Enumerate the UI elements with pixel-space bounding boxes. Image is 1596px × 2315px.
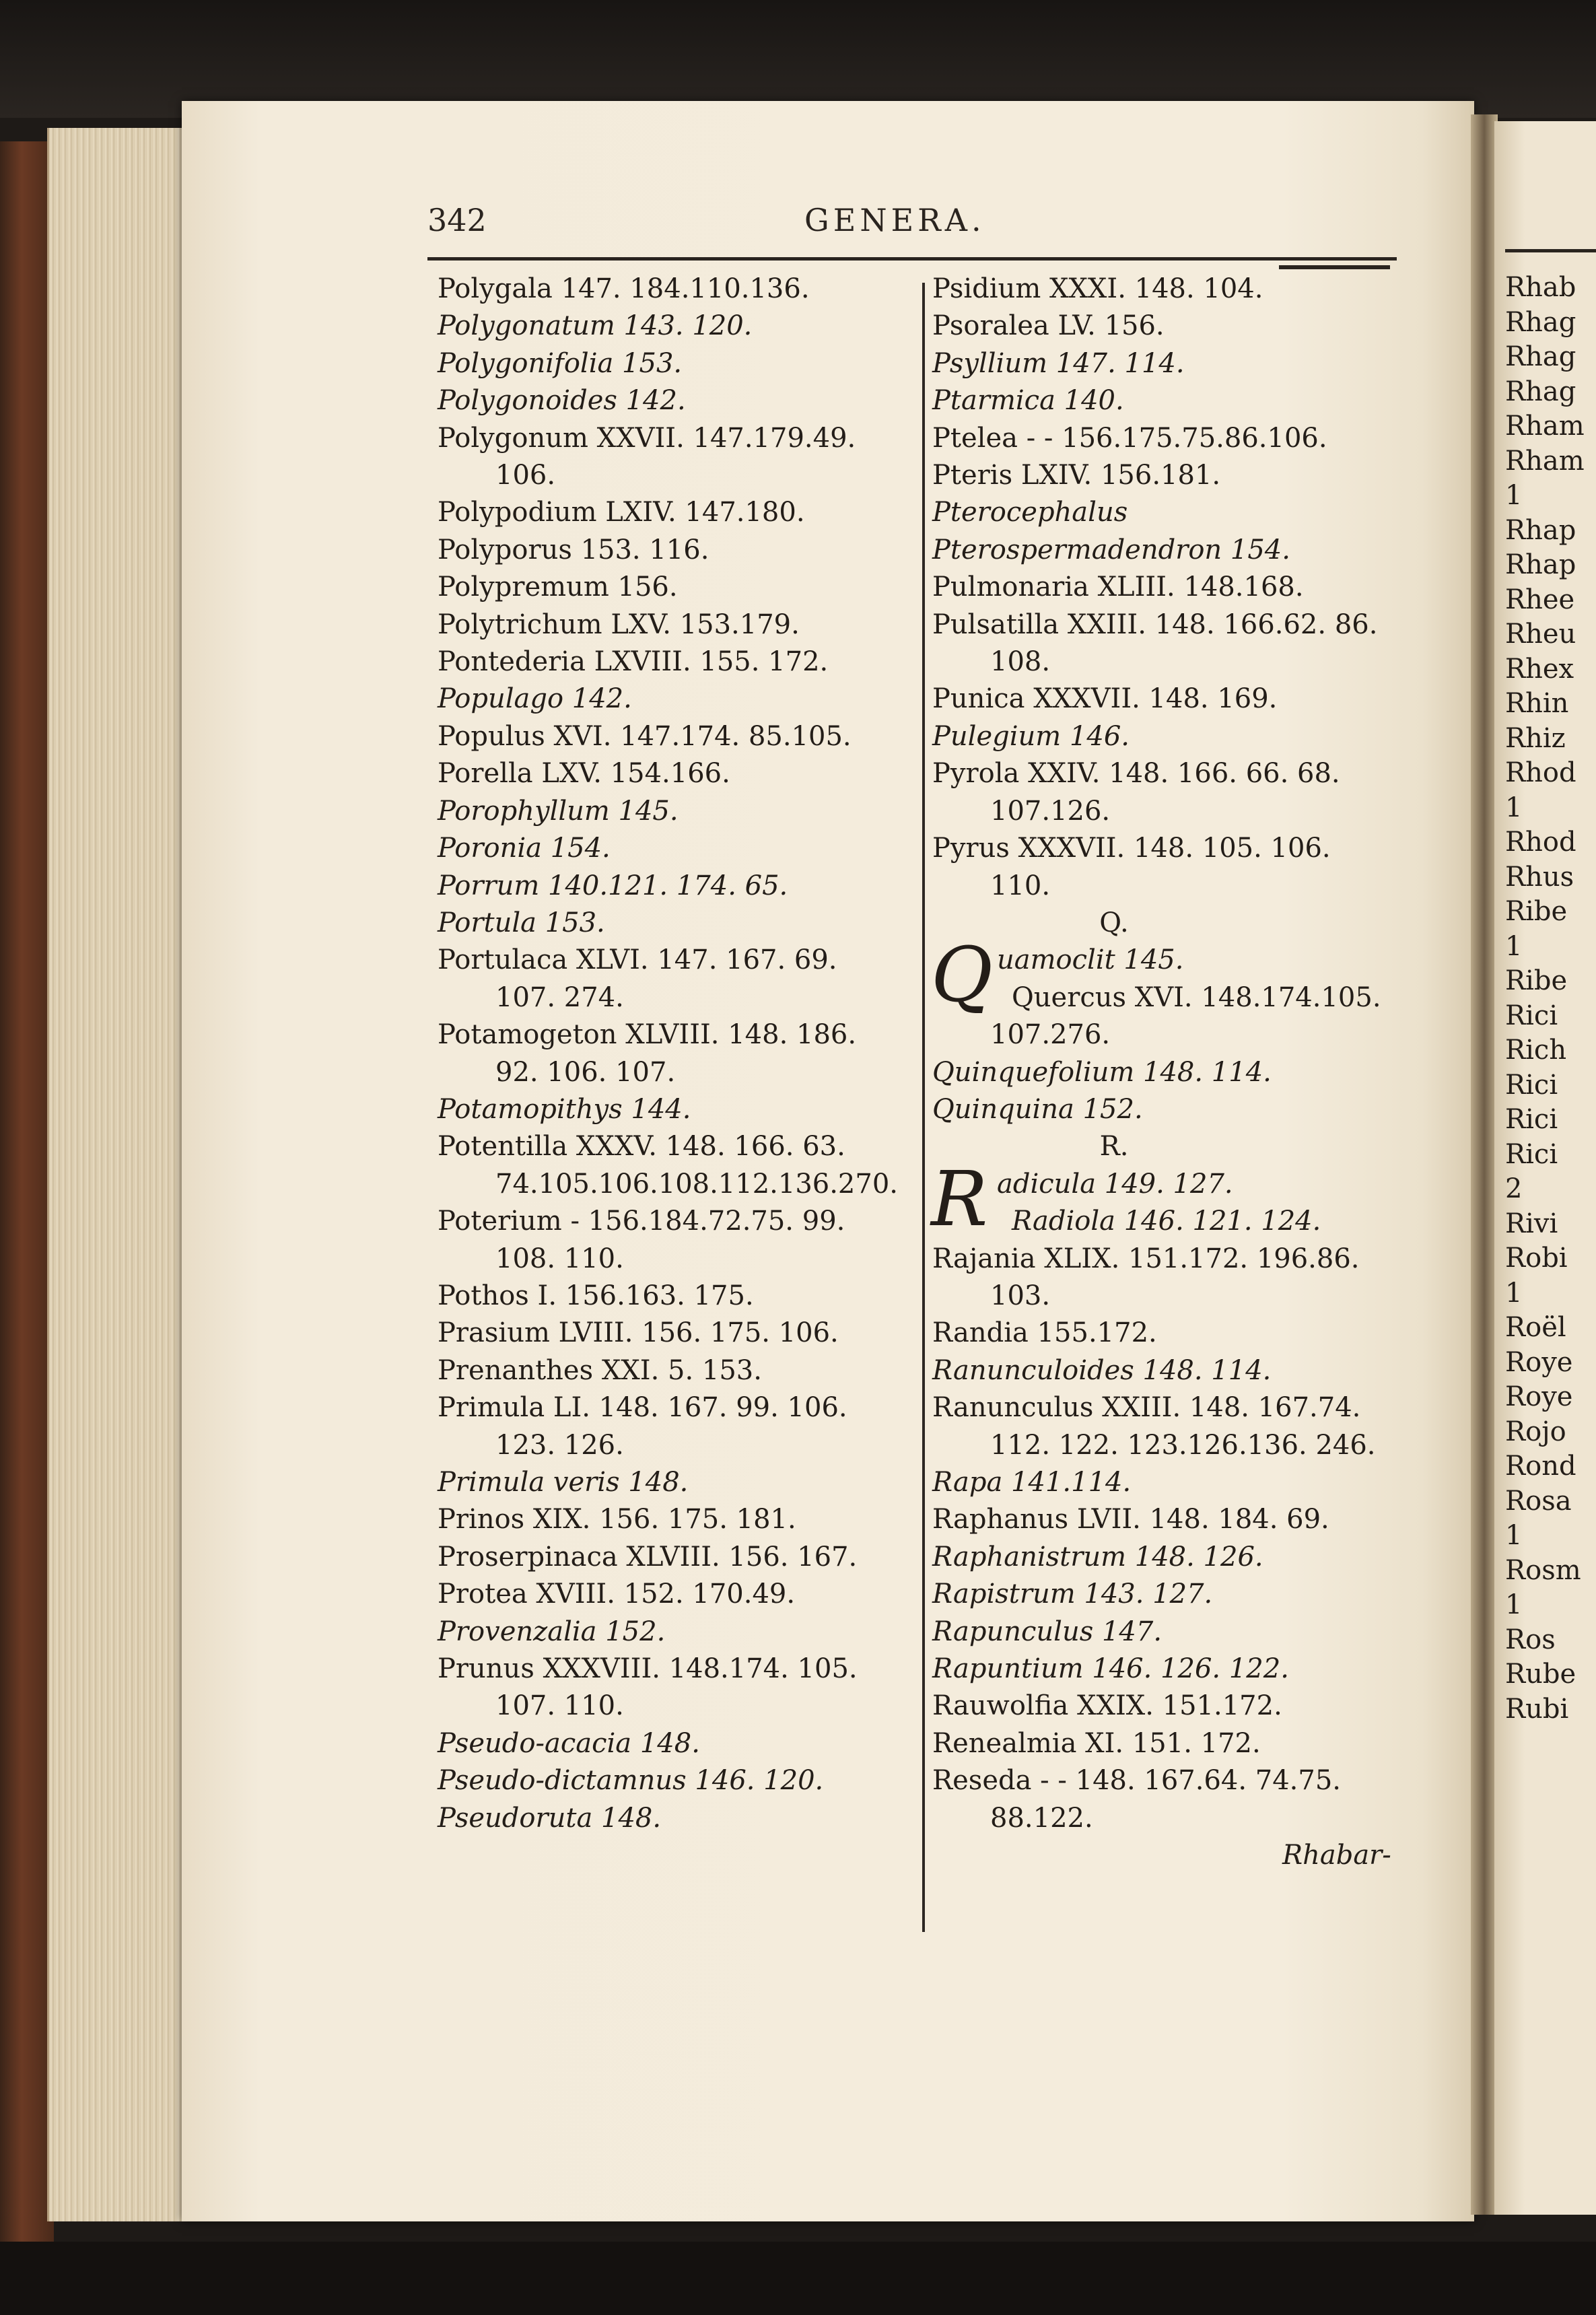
- index-entry: Renealmia XI. 151. 172.: [932, 1727, 1261, 1759]
- index-entry-continuation: 108. 110.: [495, 1243, 624, 1274]
- index-entry-continuation: 110.: [990, 870, 1051, 901]
- index-entry: Prinos XIX. 156. 175. 181.: [438, 1504, 796, 1535]
- catchword: Rhabar-: [1282, 1840, 1391, 1871]
- header-rule-accent: [1279, 265, 1390, 269]
- index-entry-continuation: 74.105.106.108.112.136.270.: [495, 1168, 898, 1200]
- facing-page-fragment: Robi: [1505, 1243, 1568, 1274]
- index-entry-continuation: 107.126.: [990, 795, 1111, 827]
- index-entry: adicula 149. 127.: [997, 1168, 1233, 1200]
- index-entry: Pseudo-acacia 148.: [438, 1727, 700, 1759]
- page-block-edges: [47, 128, 194, 2221]
- facing-page-fragment: Rhin: [1505, 688, 1569, 719]
- index-entry: Pteris LXIV. 156.181.: [932, 460, 1221, 491]
- index-entry: Rapa 141.114.: [932, 1467, 1132, 1498]
- index-entry: Pseudoruta 148.: [438, 1802, 662, 1834]
- index-entry: Rapistrum 143. 127.: [932, 1579, 1213, 1610]
- q-dropcap-block: [931, 932, 1430, 1128]
- index-entry: Pyrola XXIV. 148. 166. 66. 68.: [932, 758, 1340, 790]
- index-entry: Ptarmica 140.: [932, 385, 1124, 417]
- index-entry: Rauwolfia XXIX. 151.172.: [932, 1690, 1282, 1722]
- index-entry: Pterospermadendron 154.: [932, 534, 1290, 565]
- index-entry: Polygala 147. 184.110.136.: [438, 273, 810, 304]
- index-entry: Quinquefolium 148. 114.: [932, 1056, 1272, 1088]
- page-number: 342: [427, 202, 487, 238]
- index-entry-continuation: 106.: [495, 460, 556, 491]
- index-entry-continuation: 92. 106. 107.: [495, 1056, 676, 1088]
- facing-page-fragment: 1: [1505, 930, 1523, 962]
- index-entry: Porrum 140.121. 174. 65.: [438, 870, 788, 901]
- index-entry: Prenanthes XXI. 5. 153.: [438, 1354, 762, 1386]
- index-entry: Quercus XVI. 148.174.105.: [1012, 981, 1381, 1013]
- facing-page-fragment: Rhiz: [1505, 722, 1566, 754]
- index-entry: Reseda - - 148. 167.64. 74.75.: [932, 1765, 1342, 1797]
- section-heading-q: Q.: [1099, 907, 1129, 938]
- index-entry: Polygonoides 142.: [438, 385, 686, 417]
- index-entry: Polygonum XXVII. 147.179.49.: [438, 422, 856, 454]
- facing-page-fragment: Rhag: [1505, 306, 1576, 338]
- facing-page-fragment: Rhag: [1505, 341, 1576, 372]
- index-entry: Pyrus XXXVII. 148. 105. 106.: [932, 833, 1331, 864]
- index-entry: Primula veris 148.: [438, 1467, 689, 1498]
- index-entry: Potamopithys 144.: [438, 1093, 691, 1125]
- index-entry: Rajania XLIX. 151.172. 196.86.: [932, 1243, 1360, 1274]
- index-entry-continuation: 103.: [990, 1280, 1051, 1311]
- dropcap-q: Q: [931, 932, 993, 1020]
- index-entry-continuation: 108.: [990, 646, 1051, 678]
- facing-page-fragment: Rhex: [1505, 653, 1574, 685]
- index-entry-continuation: 112. 122. 123.126.136. 246.: [990, 1429, 1376, 1461]
- facing-page-fragment: 1: [1505, 792, 1523, 823]
- facing-page-fragment: 1: [1505, 480, 1523, 511]
- index-entry: Potentilla XXXV. 148. 166. 63.: [438, 1131, 845, 1163]
- running-head: GENERA.: [804, 202, 985, 238]
- index-entry: Provenzalia 152.: [438, 1616, 666, 1647]
- facing-page-fragment: Rhee: [1505, 584, 1575, 615]
- index-entry: Portulaca XLVI. 147. 167. 69.: [438, 944, 837, 976]
- index-entry: uamoclit 145.: [997, 944, 1184, 976]
- facing-page-fragment: Rosa: [1505, 1485, 1572, 1517]
- header-rule: [427, 257, 1397, 261]
- photo-backdrop-top: [0, 0, 1596, 118]
- facing-page-fragment: Rhap: [1505, 549, 1576, 580]
- r-entries: [931, 1155, 1430, 1837]
- index-entry-continuation: 88.122.: [990, 1802, 1093, 1834]
- index-entry: Potamogeton XLVIII. 148. 186.: [438, 1019, 857, 1051]
- index-entry: Pulegium 146.: [932, 720, 1130, 752]
- facing-page-fragment: Rhod: [1505, 827, 1576, 858]
- index-entry: Poronia 154.: [438, 833, 611, 864]
- facing-page-fragments: [1505, 271, 1585, 1727]
- facing-page-rule: [1505, 249, 1596, 252]
- index-entry: Pulmonaria XLIII. 148.168.: [932, 572, 1304, 603]
- facing-page-fragment: Roye: [1505, 1346, 1573, 1378]
- index-entry: Poterium - 156.184.72.75. 99.: [438, 1206, 845, 1237]
- index-entry-continuation: 107. 274.: [495, 981, 624, 1013]
- facing-page-fragment: Rich: [1505, 1035, 1567, 1066]
- facing-page-fragment: Ros: [1505, 1624, 1556, 1655]
- index-entry: Pseudo-dictamnus 146. 120.: [438, 1765, 824, 1797]
- index-entry: Rapunculus 147.: [932, 1616, 1163, 1647]
- index-entry: Polyporus 153. 116.: [438, 534, 709, 565]
- index-entry: Quinquina 152.: [932, 1093, 1143, 1125]
- index-entry: Polypremum 156.: [438, 572, 678, 603]
- index-entry: Polygonifolia 153.: [438, 347, 683, 379]
- facing-page-fragment: Roël: [1505, 1312, 1566, 1343]
- facing-page-fragment: Rici: [1505, 1000, 1558, 1031]
- facing-page-fragment: Ribe: [1505, 965, 1568, 996]
- index-entry: Ranunculus XXIII. 148. 167.74.: [932, 1392, 1361, 1424]
- index-entry: Radiola 146. 121. 124.: [1012, 1206, 1321, 1237]
- index-entry: Raphanistrum 148. 126.: [932, 1541, 1263, 1573]
- facing-page-fragment: 1: [1505, 1277, 1523, 1309]
- facing-page-fragment: Rond: [1505, 1451, 1576, 1482]
- dropcap-r: R: [931, 1155, 988, 1243]
- facing-page-fragment: Rham: [1505, 411, 1585, 442]
- index-entry: Randia 155.172.: [932, 1317, 1157, 1349]
- index-entry: Prasium LVIII. 156. 175. 106.: [438, 1317, 839, 1349]
- right-column: [932, 271, 1430, 1874]
- index-entry-continuation: 107.276.: [990, 1019, 1111, 1051]
- index-entry: Pothos I. 156.163. 175.: [438, 1280, 754, 1311]
- left-column: [438, 271, 909, 1837]
- index-entry: Pontederia LXVIII. 155. 172.: [438, 646, 829, 678]
- r-dropcap-block: [931, 1155, 1430, 1837]
- index-entry: Populus XVI. 147.174. 85.105.: [438, 720, 852, 752]
- facing-page-fragment: Rosm: [1505, 1554, 1581, 1586]
- facing-page-fragment: 1: [1505, 1589, 1523, 1620]
- facing-page-fragment: Rici: [1505, 1138, 1558, 1170]
- index-entry: Psoralea LV. 156.: [932, 310, 1165, 342]
- q-entries: [931, 932, 1430, 1128]
- index-entry: Ranunculoides 148. 114.: [932, 1354, 1272, 1386]
- index-entry: Polypodium LXIV. 147.180.: [438, 497, 805, 528]
- facing-page-fragment: Rhap: [1505, 514, 1576, 546]
- facing-page-fragment: Rham: [1505, 445, 1585, 477]
- facing-page-fragment: Rube: [1505, 1659, 1576, 1690]
- index-entry-continuation: 123. 126.: [495, 1429, 624, 1461]
- index-entry: Protea XVIII. 152. 170.49.: [438, 1579, 796, 1610]
- facing-page-fragment: Rheu: [1505, 619, 1576, 650]
- index-entry: Porophyllum 145.: [438, 795, 679, 827]
- index-entry: Psyllium 147. 114.: [932, 347, 1185, 379]
- section-heading-r: R.: [1099, 1131, 1129, 1163]
- index-entry: Rapuntium 146. 126. 122.: [932, 1653, 1289, 1685]
- facing-page-fragment: Rici: [1505, 1069, 1558, 1101]
- facing-page-fragment: Rubi: [1505, 1693, 1569, 1725]
- index-entry: Populago 142.: [438, 683, 632, 715]
- index-entry: Ptelea - - 156.175.75.86.106.: [932, 422, 1327, 454]
- facing-page-fragment: Rhus: [1505, 861, 1574, 893]
- p-entries: [932, 271, 1430, 905]
- book-cover-edge: [0, 141, 54, 2242]
- photo-backdrop-bottom: [0, 2242, 1596, 2315]
- index-entry: Punica XXXVII. 148. 169.: [932, 683, 1278, 715]
- index-entry-continuation: 107. 110.: [495, 1690, 624, 1722]
- facing-page-fragment: Ribe: [1505, 896, 1568, 927]
- facing-page-fragment: Rojo: [1505, 1416, 1566, 1447]
- facing-page-fragment: Rivi: [1505, 1208, 1558, 1239]
- index-entry: Proserpinaca XLVIII. 156. 167.: [438, 1541, 858, 1573]
- facing-page-fragment: 2: [1505, 1173, 1523, 1204]
- index-entry: Raphanus LVII. 148. 184. 69.: [932, 1504, 1329, 1535]
- index-entry: Prunus XXXVIII. 148.174. 105.: [438, 1653, 858, 1685]
- index-entry: Primula LI. 148. 167. 99. 106.: [438, 1392, 847, 1424]
- facing-page-fragment: Roye: [1505, 1381, 1573, 1412]
- facing-page-fragment: 1: [1505, 1520, 1523, 1551]
- column-divider: [922, 283, 925, 1932]
- facing-page-fragment: Rhod: [1505, 757, 1576, 788]
- book-gutter: [1471, 114, 1498, 2215]
- index-entry: Polytrichum LXV. 153.179.: [438, 609, 800, 640]
- index-entry: Porella LXV. 154.166.: [438, 758, 730, 790]
- index-entry: Pterocephalus: [932, 497, 1128, 528]
- index-entry: Polygonatum 143. 120.: [438, 310, 753, 342]
- facing-page-fragment: Rhag: [1505, 376, 1576, 407]
- index-entry: Portula 153.: [438, 907, 605, 938]
- index-entry: Pulsatilla XXIII. 148. 166.62. 86.: [932, 609, 1378, 640]
- index-entry: Psidium XXXI. 148. 104.: [932, 273, 1263, 304]
- facing-page-fragment: Rhab: [1505, 272, 1576, 303]
- facing-page-fragment: Rici: [1505, 1104, 1558, 1135]
